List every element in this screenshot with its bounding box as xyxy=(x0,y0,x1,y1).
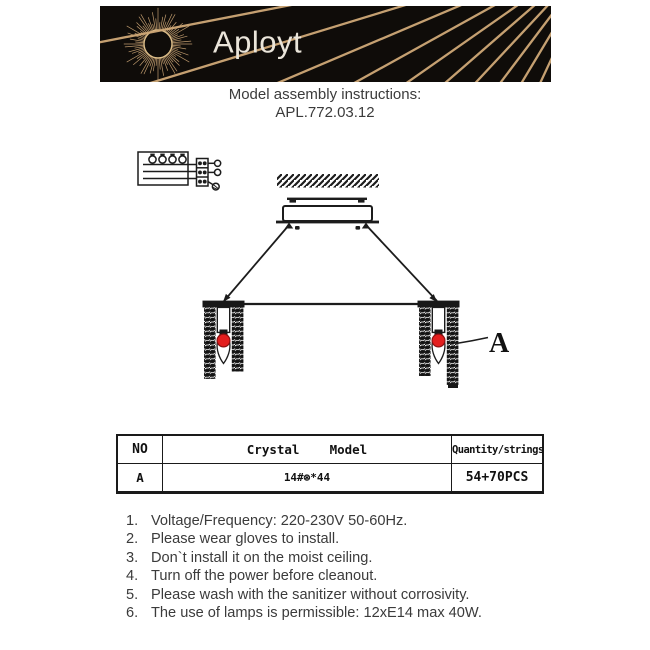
table-header-row xyxy=(117,435,543,464)
terminal-strip-icon xyxy=(197,159,209,187)
instruction-text: Turn off the power before cleanout. xyxy=(151,568,378,585)
col-header-quantity: Quantity/strings xyxy=(452,435,544,464)
screw-terminals-icon xyxy=(149,155,186,165)
bulb-icon xyxy=(432,334,445,347)
brand-name: Aployt xyxy=(213,24,303,60)
instruction-number: 4. xyxy=(126,568,139,585)
brand-logo-sunburst-icon xyxy=(124,8,192,80)
suspension-cable-left xyxy=(224,225,289,301)
instruction-number: 5. xyxy=(126,586,139,603)
cell-no: A xyxy=(117,464,163,493)
ceiling-canopy xyxy=(276,206,379,230)
instruction-text: The use of lamps is permissible: 12xE14 max 40W. xyxy=(151,604,482,621)
list-item xyxy=(126,587,482,605)
instructions-list xyxy=(126,513,482,623)
suspension-cable-right xyxy=(366,225,437,301)
instruction-text: Voltage/Frequency: 220-230V 50-60Hz. xyxy=(151,513,408,529)
instruction-number: 3. xyxy=(126,549,139,566)
banner-art xyxy=(100,6,551,82)
instruction-text: Don`t install it on the moist ceiling. xyxy=(151,549,373,566)
list-item xyxy=(126,531,482,549)
part-a-label: A xyxy=(489,328,510,359)
list-item xyxy=(126,550,482,568)
title-block xyxy=(0,86,650,121)
model-number: APL.772.03.12 xyxy=(275,104,375,121)
mounting-bracket xyxy=(287,198,367,203)
cell-model: 14#⊛*44 xyxy=(163,464,452,493)
lamp-column-left xyxy=(203,301,245,379)
col-header-model: Crystal Model xyxy=(163,435,452,464)
bulb-icon xyxy=(217,334,230,347)
col-header-no: NO xyxy=(117,435,163,464)
cell-quantity: 54+70PCS xyxy=(452,464,544,493)
list-item xyxy=(126,513,482,531)
lamp-column-right xyxy=(418,301,460,388)
wiring-diagram xyxy=(138,152,221,190)
ground-symbol-icon xyxy=(208,182,219,190)
part-a-leader-line xyxy=(456,338,488,344)
parts-table xyxy=(116,434,544,494)
instruction-text: Please wash with the sanitizer without corrosivity. xyxy=(151,586,470,603)
crystal-string xyxy=(419,307,431,376)
instruction-number: 2. xyxy=(126,531,139,548)
assembly-diagram xyxy=(95,138,565,433)
instruction-number: 1. xyxy=(126,513,139,529)
instruction-number: 6. xyxy=(126,604,139,621)
table-row xyxy=(117,464,543,493)
instruction-text: Please wear gloves to install. xyxy=(151,531,340,548)
page-title: Model assembly instructions: xyxy=(228,86,422,103)
list-item xyxy=(126,568,482,586)
crystal-string xyxy=(447,307,459,385)
suspension-cables xyxy=(223,225,437,302)
crystal-string xyxy=(232,307,244,371)
lamp-socket xyxy=(220,330,228,335)
list-item xyxy=(126,605,482,623)
crystal-string xyxy=(204,307,216,379)
lamp-socket xyxy=(435,330,443,335)
ceiling-hatch xyxy=(277,174,379,188)
brand-banner xyxy=(100,6,551,82)
